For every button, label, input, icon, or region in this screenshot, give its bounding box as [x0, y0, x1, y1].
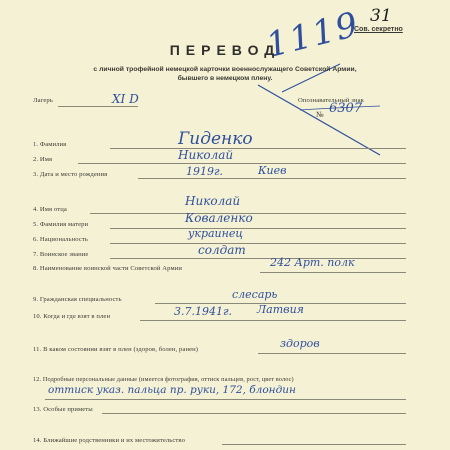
- personal-data-value: оттиск указ. пальца пр. руки, 172, блондин: [48, 384, 296, 396]
- field-13-label: 13. Особые приметы: [33, 406, 93, 413]
- birth-date-value: 1919г.: [186, 165, 224, 178]
- unit-value: 242 Арт. полк: [270, 256, 355, 269]
- field-14-label: 14. Ближайшие родственники и их местожительство: [33, 437, 185, 444]
- page-number: 31: [370, 6, 392, 26]
- field-12-label: 12. Подробные персональные данные (имеется фотография, оттиск пальцев, рост, цвет волос): [33, 376, 294, 383]
- birth-place-value: Киев: [258, 164, 287, 177]
- id-tag-label: Опознавательный знак: [298, 97, 364, 104]
- subtitle-line-2: бывшего в немецком плену.: [177, 75, 273, 82]
- field-9-label: 9. Гражданская специальность: [33, 296, 122, 303]
- condition-value: здоров: [280, 337, 320, 350]
- mother-surname-value: Коваленко: [185, 211, 253, 225]
- nationality-value: украинец: [188, 227, 244, 240]
- id-tag-value: 6307: [329, 101, 363, 116]
- field-10-label: 10. Когда и где взят в плен: [33, 313, 111, 320]
- camp-label: Лагерь: [33, 97, 53, 104]
- camp-value: XI D: [112, 92, 139, 106]
- field-6-label: 6. Национальность: [33, 236, 88, 243]
- first-name-value: Николай: [178, 148, 234, 162]
- page-title: ПЕРЕВОД: [169, 42, 281, 58]
- father-name-value: Николай: [185, 194, 241, 208]
- id-tag-prefix: №: [316, 110, 324, 119]
- stamp-number: 1119: [262, 4, 364, 66]
- subtitle-line-1: с личной трофейной немецкой карточки военнослужащего Советской Армии,: [93, 66, 357, 73]
- capture-date-value: 3.7.1941г.: [174, 305, 233, 318]
- classification-label: Сов. секретно: [354, 26, 403, 33]
- rank-value: солдат: [198, 243, 246, 257]
- field-8-label: 8. Наименование воинской части Советской Армии: [33, 265, 182, 272]
- field-7-label: 7. Воинское звание: [33, 251, 89, 258]
- field-1-label: 1. Фамилия: [33, 141, 67, 148]
- field-11-label: 11. В каком состоянии взят в плен (здоров, болен, ранен): [33, 346, 199, 353]
- field-5-label: 5. Фамилия матери: [33, 221, 89, 228]
- field-3-label: 3. Дата и место рождения: [33, 171, 108, 178]
- capture-place-value: Латвия: [257, 303, 304, 316]
- surname-value: Гиденко: [178, 129, 253, 149]
- diagonal-strike: [258, 85, 380, 155]
- profession-value: слесарь: [232, 288, 278, 301]
- field-4-label: 4. Имя отца: [33, 206, 67, 213]
- field-2-label: 2. Имя: [33, 156, 53, 163]
